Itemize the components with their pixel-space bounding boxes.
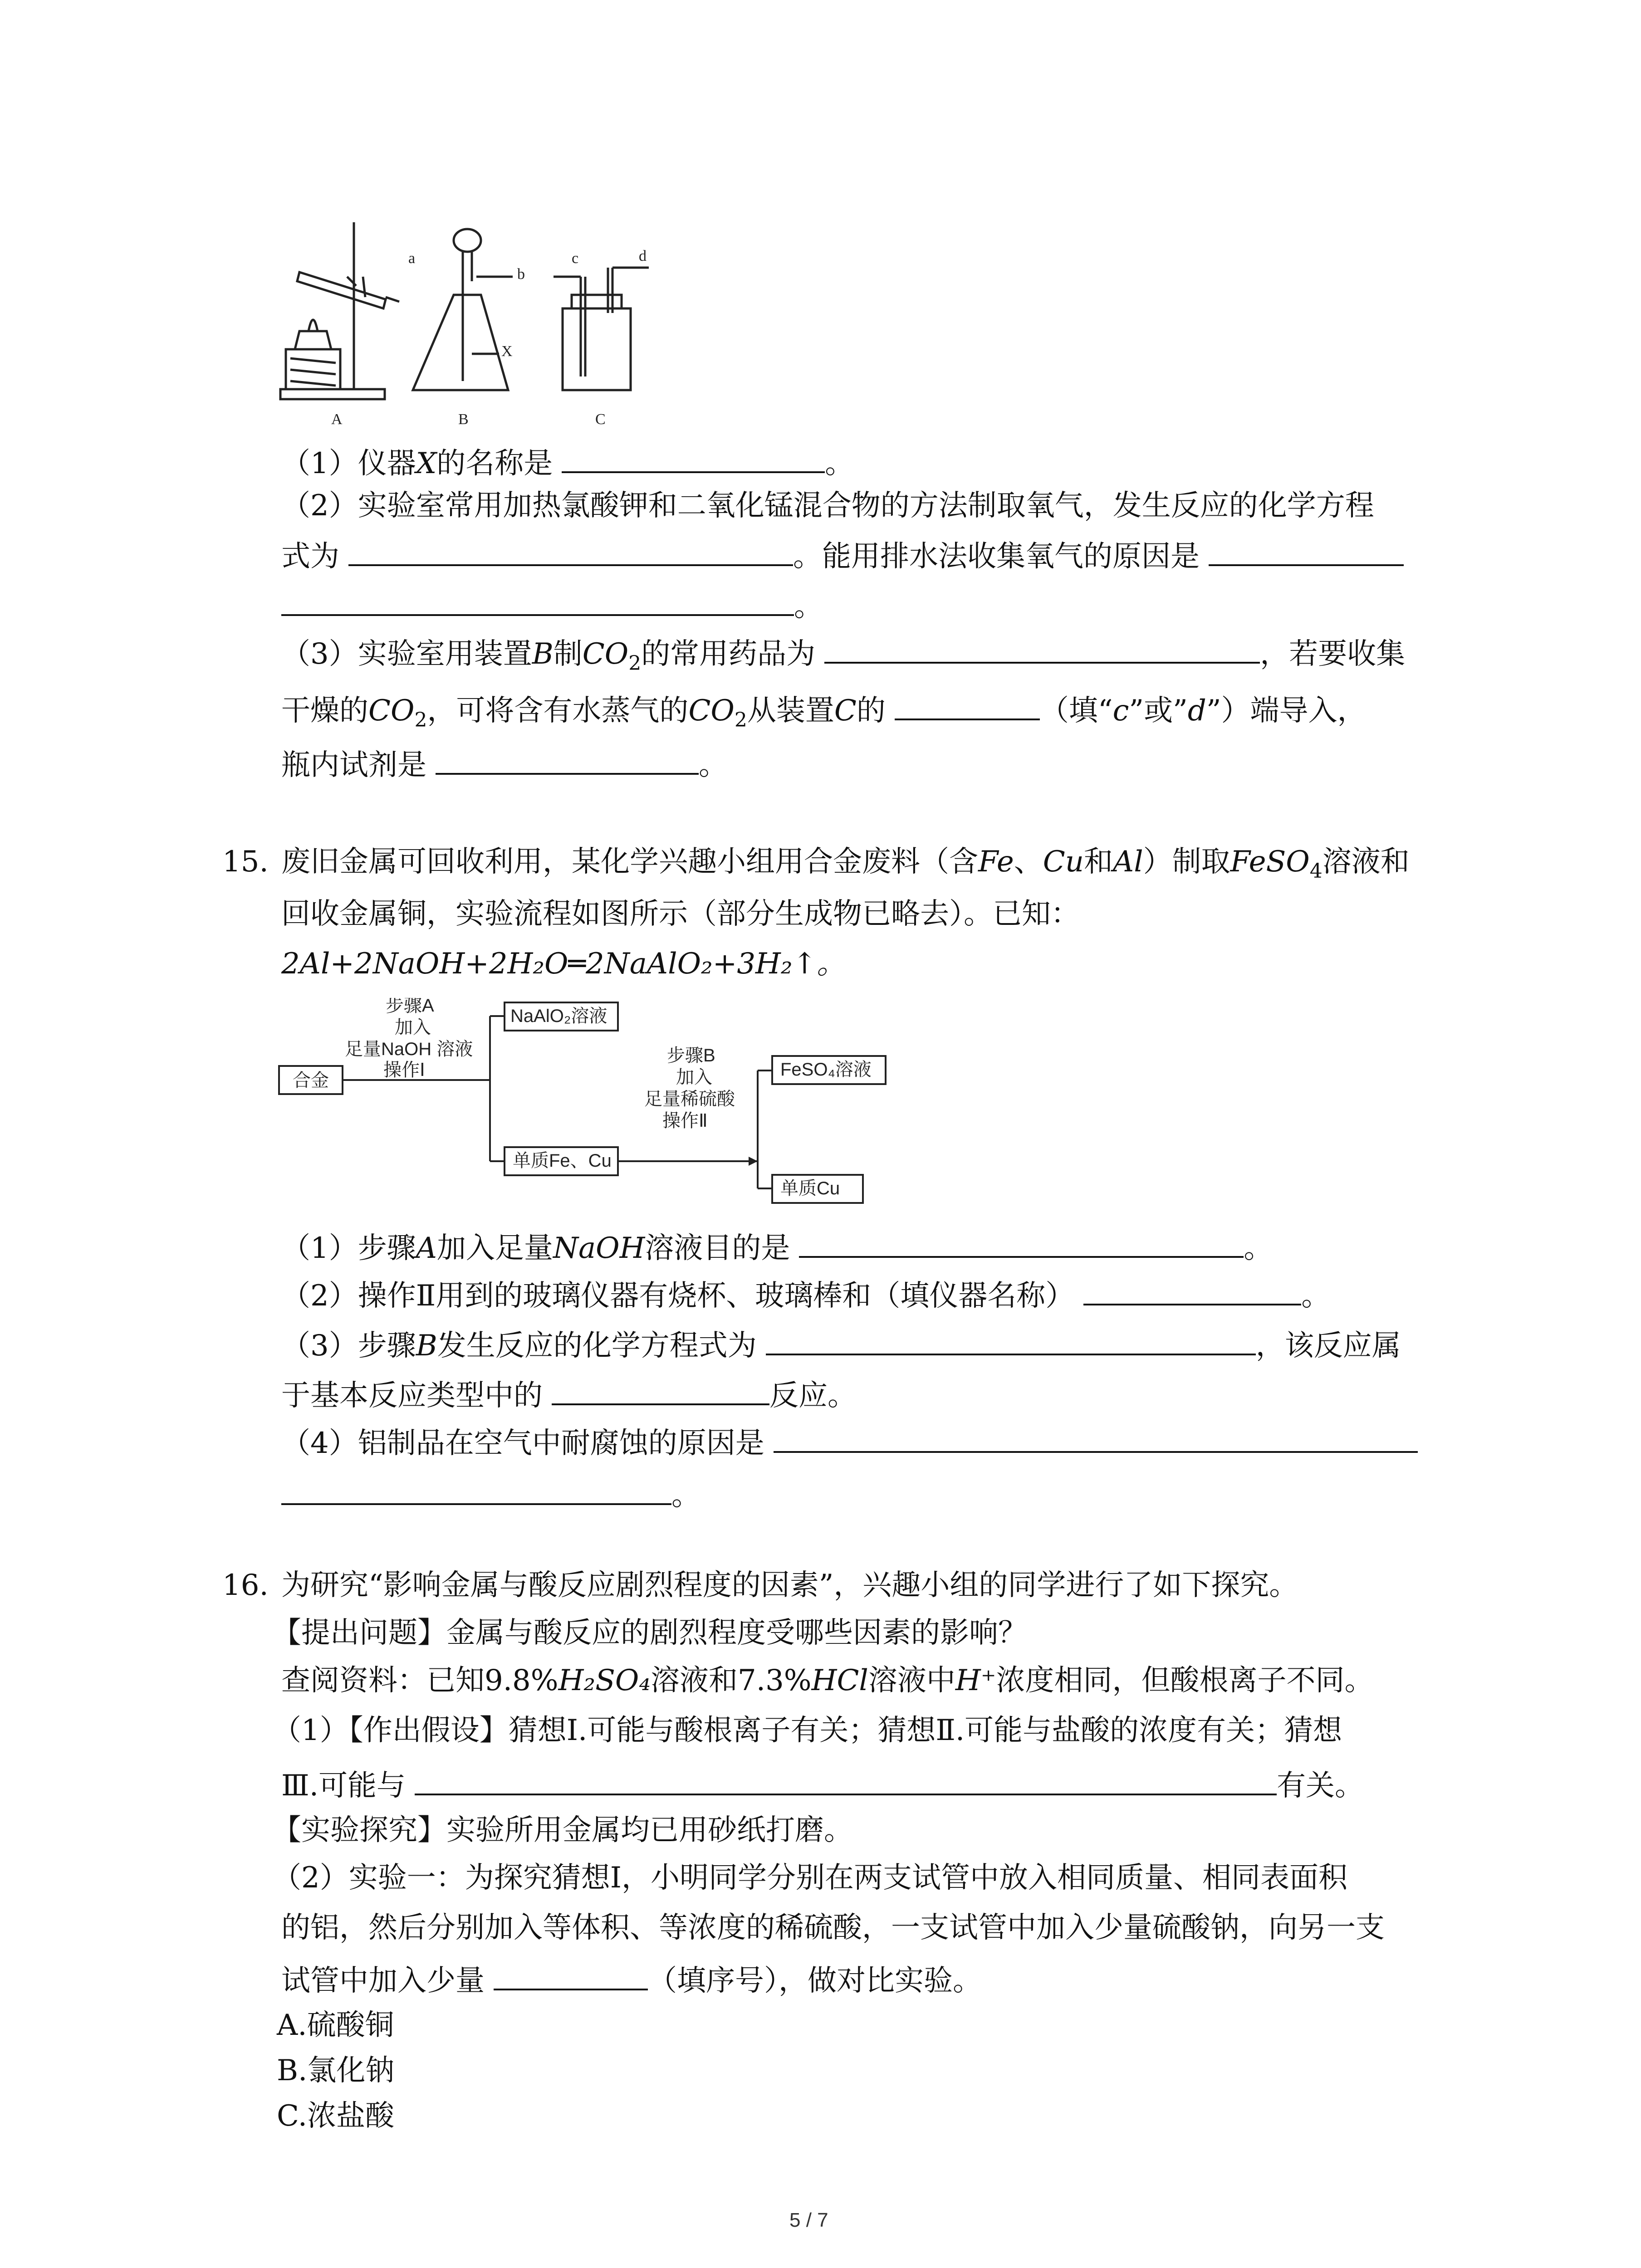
label-c: c [572,250,579,267]
text: （3）步骤 [281,1329,416,1363]
text: 浓度相同，但酸根离子不同。 [996,1664,1374,1697]
stepB-4: 操作Ⅱ [662,1111,708,1131]
text: d [1187,694,1206,728]
text: 。 [825,447,854,480]
label-C: C [595,411,606,428]
text: 的名称是 [436,447,553,480]
option-a: A.硫酸铜 [277,2009,394,2042]
text: CO [368,694,415,728]
q15-line1 [281,844,1410,883]
q15-part3-line2 [281,1374,857,1414]
label-d: d [639,248,647,264]
text: CO [582,637,629,671]
naalo2-label: NaAlO₂溶液 [510,1006,607,1026]
q14-part1 [281,442,854,482]
q15-equation: 2Al+2NaOH+2H₂O═2NaAlO₂+3H₂↑。 [281,947,846,981]
answer-blank[interactable] [1083,1275,1301,1305]
q15-part4-line2 [281,1474,700,1514]
label-x: X [501,343,513,360]
text: 发生反应的化学方程式为 [437,1329,757,1363]
q16-number: 16. [222,1569,269,1602]
answer-blank[interactable] [552,1374,769,1405]
text: ，该反应属 [1255,1329,1401,1363]
text: Cu [1043,845,1084,879]
q16-reference [281,1662,1373,1699]
q15-part1 [281,1227,1273,1266]
text: B [532,637,554,671]
text: ，可将含有水蒸气的 [427,694,689,728]
text: H⁺ [955,1664,996,1697]
text: ，若要收集 [1260,637,1406,671]
q16-line1: 为研究“影响金属与酸反应剧烈程度的因素”，兴趣小组的同学进行了如下探究。 [281,1569,1298,1602]
q15-part4-line1 [281,1422,1418,1461]
q15-part2 [281,1275,1330,1314]
text: 溶液和 [1322,845,1410,879]
text: （填“ [1039,694,1113,728]
q16-part2-line2: 的铝，然后分别加入等体积、等浓度的稀硫酸，一支试管中加入少量硫酸钠，向另一支 [281,1911,1385,1945]
q15-part3-line1 [281,1325,1401,1364]
q16-part1-line1: （1）【作出假设】猜想Ⅰ.可能与酸根离子有关；猜想Ⅱ.可能与盐酸的浓度有关；猜想 [272,1714,1342,1747]
answer-blank[interactable] [562,442,825,473]
text: （填序号），做对比实验。 [648,1964,982,1998]
text: 废旧金属可回收利用，某化学兴趣小组用合金废料（含 [281,845,978,879]
text: 4 [1309,860,1323,883]
text: 。 [699,748,728,782]
stepB-1: 步骤B [667,1046,715,1066]
text: （1）仪器 [281,447,416,480]
text: （1）步骤 [281,1232,416,1265]
stepA-4: 操作Ⅰ [383,1060,425,1080]
cu-label: 单质Cu [780,1178,840,1198]
text: 和 [1083,845,1113,879]
text: （4）铝制品在空气中耐腐蚀的原因是 [281,1427,764,1460]
text: 。 [794,590,823,623]
q16-question: 【提出问题】金属与酸反应的剧烈程度受哪些因素的影响？ [272,1616,1027,1650]
page-number: 5 / 7 [789,2209,828,2231]
text: Fe [978,845,1014,879]
text: 的常用药品为 [641,637,816,671]
text: 2 [628,652,642,675]
text: A [416,1232,437,1265]
q16-part2-line3 [281,1960,982,1999]
answer-blank[interactable] [436,744,699,775]
feso4-label: FeSO₄溶液 [780,1060,872,1080]
text: H₂SO₄ [558,1664,651,1697]
text: ”或” [1129,694,1188,728]
text: 反应。 [769,1379,857,1413]
text: 查阅资料：已知9.8% [281,1664,558,1697]
label-a: a [408,250,416,267]
stepB-3: 足量稀硫酸 [644,1089,735,1109]
text: 溶液中 [868,1664,955,1697]
q14-part3-line3 [281,744,728,783]
text: 溶液目的是 [645,1232,790,1265]
text: 溶液和7.3% [651,1664,812,1697]
text: Al [1112,845,1143,879]
stepA-1: 步骤A [386,998,434,1016]
q16-part1-line2 [281,1765,1364,1804]
text: 。 [1244,1232,1273,1265]
answer-blank[interactable] [799,1227,1244,1258]
apparatus-figure [272,218,699,433]
text: 于基本反应类型中的 [281,1379,543,1413]
q15-line2: 回收金属铜，实验流程如图所示（部分生成物已略去）。已知： [281,897,1080,931]
fecu-label: 单质Fe、Cu [513,1151,612,1171]
answer-blank[interactable] [774,1422,1418,1453]
text: 的 [856,694,886,728]
text: 干燥的 [281,694,368,728]
text: FeSO [1230,845,1310,879]
text: 2 [414,709,427,732]
text: C [834,694,857,728]
alloy-label: 合金 [293,1070,329,1090]
text: 。能用排水法收集氧气的原因是 [793,540,1200,573]
text: 瓶内试剂是 [281,748,426,782]
text: 试管中加入少量 [281,1964,485,1998]
label-B: B [458,411,469,428]
answer-blank[interactable] [494,1960,648,1990]
q16-part2-line1: （2）实验一：为探究猜想Ⅰ，小明同学分别在两支试管中放入相同质量、相同表面积 [272,1861,1347,1895]
text: ”）端导入， [1206,694,1367,728]
stepA-3: 足量NaOH 溶液 [345,1039,473,1059]
text: B [416,1329,437,1363]
text: CO [688,694,735,728]
q14-part2-line2 [281,535,1404,575]
answer-blank[interactable] [281,585,794,616]
q14-part3-line2 [281,689,1367,732]
text: （2）操作Ⅱ用到的玻璃仪器有烧杯、玻璃棒和（填仪器名称） [281,1279,1075,1313]
text: 加入足量 [436,1232,553,1265]
text: 式为 [281,540,339,573]
answer-blank[interactable] [766,1325,1256,1355]
text: 。 [671,1479,700,1512]
option-c: C.浓盐酸 [277,2099,395,2133]
text: c [1112,694,1129,728]
q14-part2-line3 [281,585,823,625]
answer-blank[interactable] [824,633,1260,664]
answer-blank[interactable] [1209,535,1404,566]
text: 制 [553,637,583,671]
text: 有关。 [1277,1769,1364,1803]
stepB-2: 加入 [676,1067,712,1087]
flow-diagram [272,998,907,1208]
label-A: A [331,411,343,428]
q16-experiment: 【实验探究】实验所用金属均已用砂纸打磨。 [272,1813,853,1847]
text: 。 [1301,1279,1331,1313]
text: NaOH [553,1232,645,1265]
q14-part3-line1 [281,633,1406,675]
q15-number: 15. [222,845,269,879]
text: HCl [811,1664,868,1697]
option-b: B.氯化钠 [277,2054,395,2087]
text: 2 [734,709,747,732]
text: 、 [1014,845,1043,879]
text: Ⅲ.可能与 [281,1769,406,1803]
answer-blank[interactable] [281,1474,671,1505]
q14-part2-line1: （2）实验室常用加热氯酸钾和二氧化锰混合物的方法制取氧气，发生反应的化学方程 [281,489,1374,523]
label-b: b [517,266,525,283]
stepA-2: 加入 [395,1017,431,1037]
answer-blank[interactable] [895,689,1040,720]
text: 从装置 [747,694,834,728]
text: X [416,447,437,480]
text: ）制取 [1143,845,1230,879]
answer-blank[interactable] [348,535,793,566]
answer-blank[interactable] [415,1765,1277,1795]
text: （3）实验室用装置 [281,637,532,671]
